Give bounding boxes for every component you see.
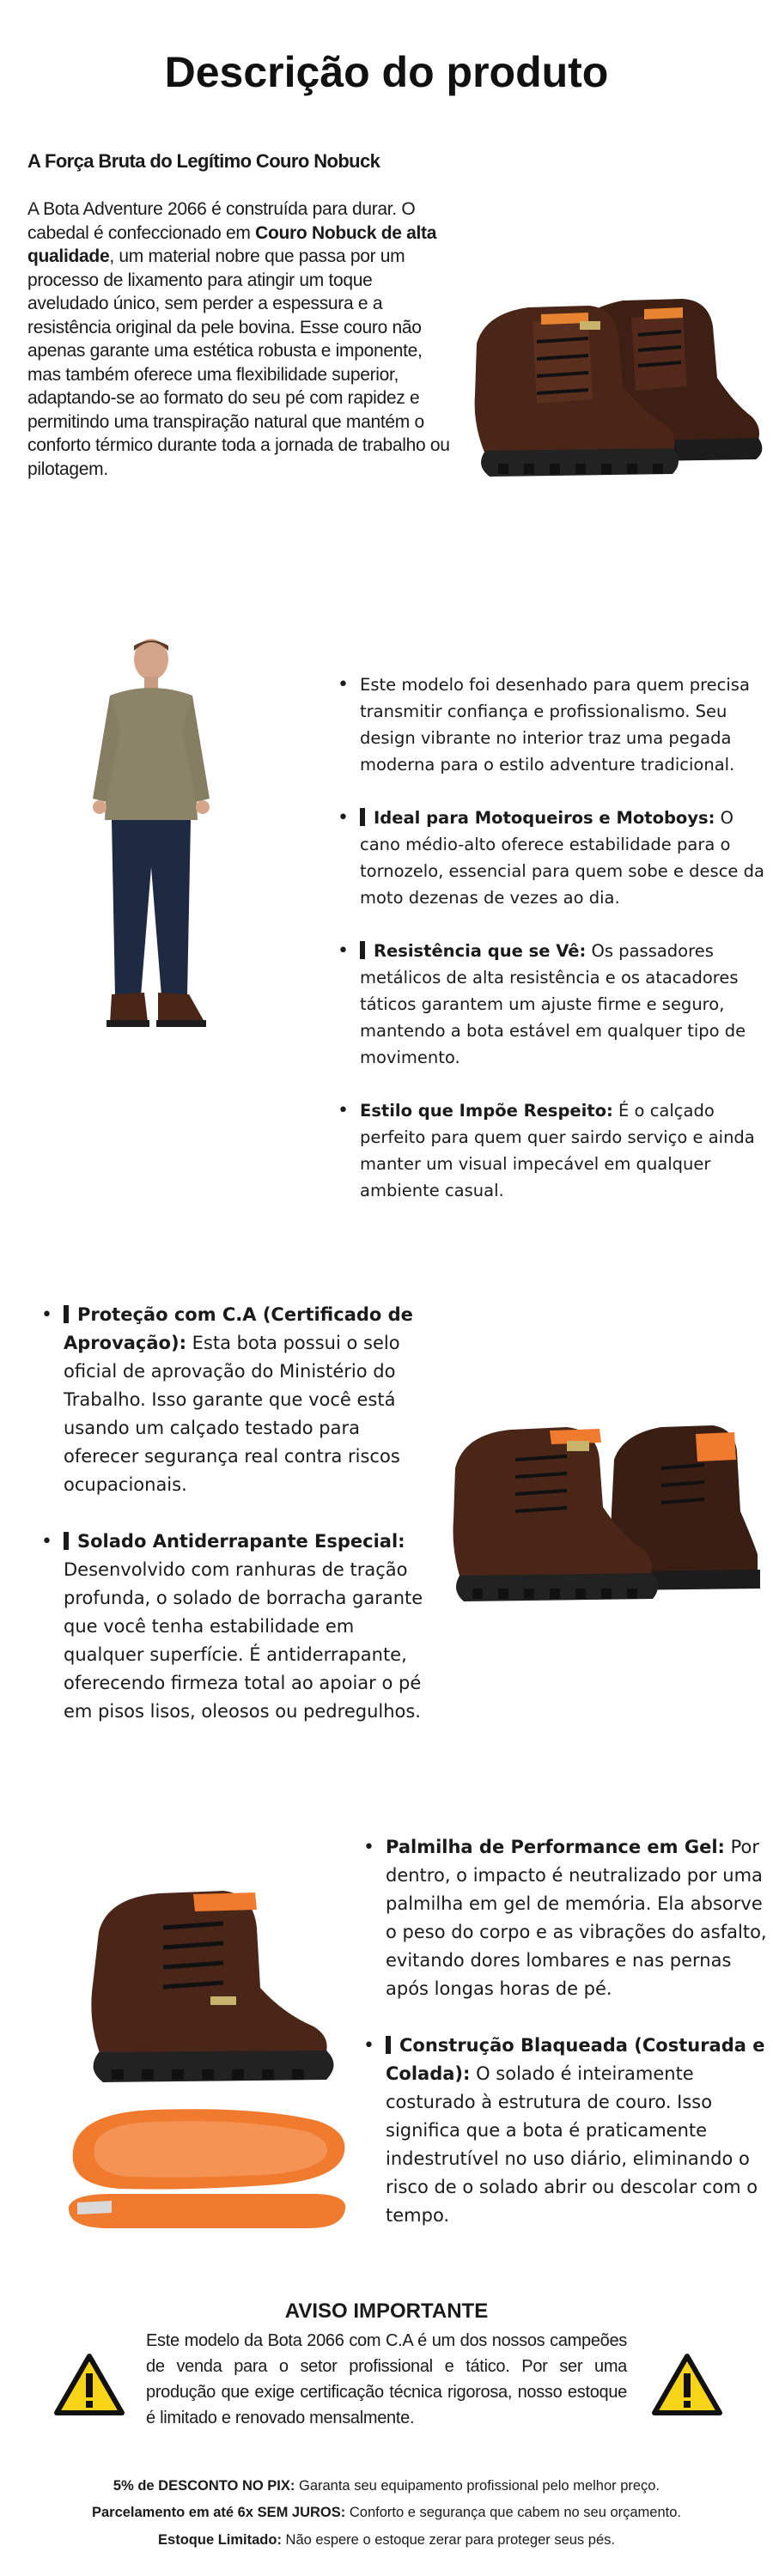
warning-icon <box>651 2353 723 2416</box>
footer-label: Estoque Limitado: <box>158 2532 282 2548</box>
section2-item <box>331 671 769 778</box>
warning-text: Este modelo da Bota 2066 com C.A é um dos nossos campeões de venda para o setor profissional e tático. Por ser uma produção que exige certificação técnica rigorosa, nosso estoque é limitado e renovado mensalmente. <box>146 2331 627 2427</box>
model-image <box>69 635 240 1048</box>
placeholder-glyph-icon <box>64 1305 69 1323</box>
section2-item <box>331 805 769 911</box>
footer-line <box>0 2505 773 2521</box>
boot-pair-image <box>451 283 769 481</box>
item-text: O cano médio-alto oferece estabilidade para o tornozelo, essencial para quem sobe e desce da moto dezenas de vezes ao dia. <box>360 808 764 908</box>
warning-title: AVISO IMPORTANTE <box>284 2300 489 2323</box>
section3-item <box>34 1301 438 1499</box>
boot-pair-image-2 <box>438 1408 764 1606</box>
section3-list <box>34 1301 438 1754</box>
footer-line <box>0 2532 773 2549</box>
section2-list <box>331 671 769 1230</box>
insole-image <box>60 2099 352 2237</box>
page-title: Descrição do produto <box>164 48 609 96</box>
item-label: Estilo que Impõe Respeito: <box>360 1101 613 1121</box>
placeholder-glyph-icon <box>360 941 365 959</box>
section4-item <box>356 1833 769 2003</box>
section1-text <box>27 197 457 481</box>
footer-label: Parcelamento em até 6x SEM JUROS: <box>91 2505 346 2520</box>
item-text: Desenvolvido com ranhuras de tração profunda, o solado de borracha garante que você tenha estabilidade em qualquer superfície. É antiderrapante, oferecendo firmeza total ao apoiar o pé em pisos lisos, oleosos ou pedregulhos. <box>64 1559 423 1722</box>
single-boot-image <box>64 1880 348 2087</box>
footer-text: Garanta seu equipamento profissional pelo melhor preço. <box>295 2478 660 2494</box>
item-text: Por dentro, o impacto é neutralizado por uma palmilha em gel de memória. Ela absorve o peso do corpo e as vibrações do asfalto, evitando dores lombares e nas pernas após longas horas de pé. <box>386 1837 767 1999</box>
placeholder-glyph-icon <box>64 1532 69 1550</box>
item-text: Esta bota possui o selo oficial de aprovação do Ministério do Trabalho. Isso garante que você está usando um calçado testado para oferecer segurança real contra riscos ocupacionais. <box>64 1333 400 1495</box>
warning-icon <box>53 2353 125 2416</box>
section1-heading: A Força Bruta do Legítimo Couro Nobuck <box>27 150 380 172</box>
footer-text: Conforto e segurança que cabem no seu orçamento. <box>345 2505 682 2520</box>
section1-text-after: , um material nobre que passa por um processo de lixamento para atingir um toque aveludado único, sem perder a espessura e a resistência original da pele bovina. Esse couro não apenas garante uma estética robusta e imponente, mas também oferece uma flexibilidade superior, adaptando-se ao formato do seu pé com rapidez e permitindo uma transpiração natural que mantém o conforto térmico durante toda a jornada de trabalho ou pilotagem. <box>27 246 450 479</box>
item-label: Proteção com C.A (Certificado de Aprovação): <box>64 1304 413 1353</box>
section3-item <box>34 1528 438 1726</box>
placeholder-glyph-icon <box>360 808 365 826</box>
placeholder-glyph-icon <box>386 2036 391 2054</box>
section1-text-bold: Couro Nobuck de alta qualidade <box>27 222 437 266</box>
item-text: É o calçado perfeito para quem quer sairdo serviço e ainda manter um visual impecável em qualquer ambiente casual. <box>360 1101 755 1200</box>
section4-list <box>356 1833 769 2258</box>
item-text: Este modelo foi desenhado para quem precisa transmitir confiança e profissionalismo. Seu design vibrante no interior traz uma pegada moderna para o estilo adventure tradicional. <box>360 675 750 775</box>
section1-text-before: A Bota Adventure 2066 é construída para durar. O cabedal é confeccionado em <box>27 199 416 243</box>
item-label: Construção Blaqueada (Costurada e Colada): <box>386 2035 765 2084</box>
item-text: Os passadores metálicos de alta resistência e os atacadores táticos garantem um ajuste firme e seguro, mantendo a bota estável em qualquer tipo de movimento. <box>360 941 746 1067</box>
section4-item <box>356 2032 769 2230</box>
item-label: Palmilha de Performance em Gel: <box>386 1837 725 1857</box>
item-label: Solado Antiderrapante Especial: <box>77 1531 405 1552</box>
item-text: O solado é inteiramente costurado à estrutura de couro. Isso significa que a bota é praticamente indestrutível no uso diário, eliminando o risco de o solado abrir ou descolar com o tempo. <box>386 2063 758 2226</box>
section2-item <box>331 1097 769 1204</box>
item-label: Ideal para Motoqueiros e Motoboys: <box>374 808 715 828</box>
footer-label: 5% de DESCONTO NO PIX: <box>113 2478 295 2494</box>
item-label: Resistência que se Vê: <box>374 941 587 961</box>
section2-item <box>331 938 769 1071</box>
footer-text: Não espere o estoque zerar para proteger seus pés. <box>281 2532 615 2548</box>
footer-line <box>0 2478 773 2494</box>
